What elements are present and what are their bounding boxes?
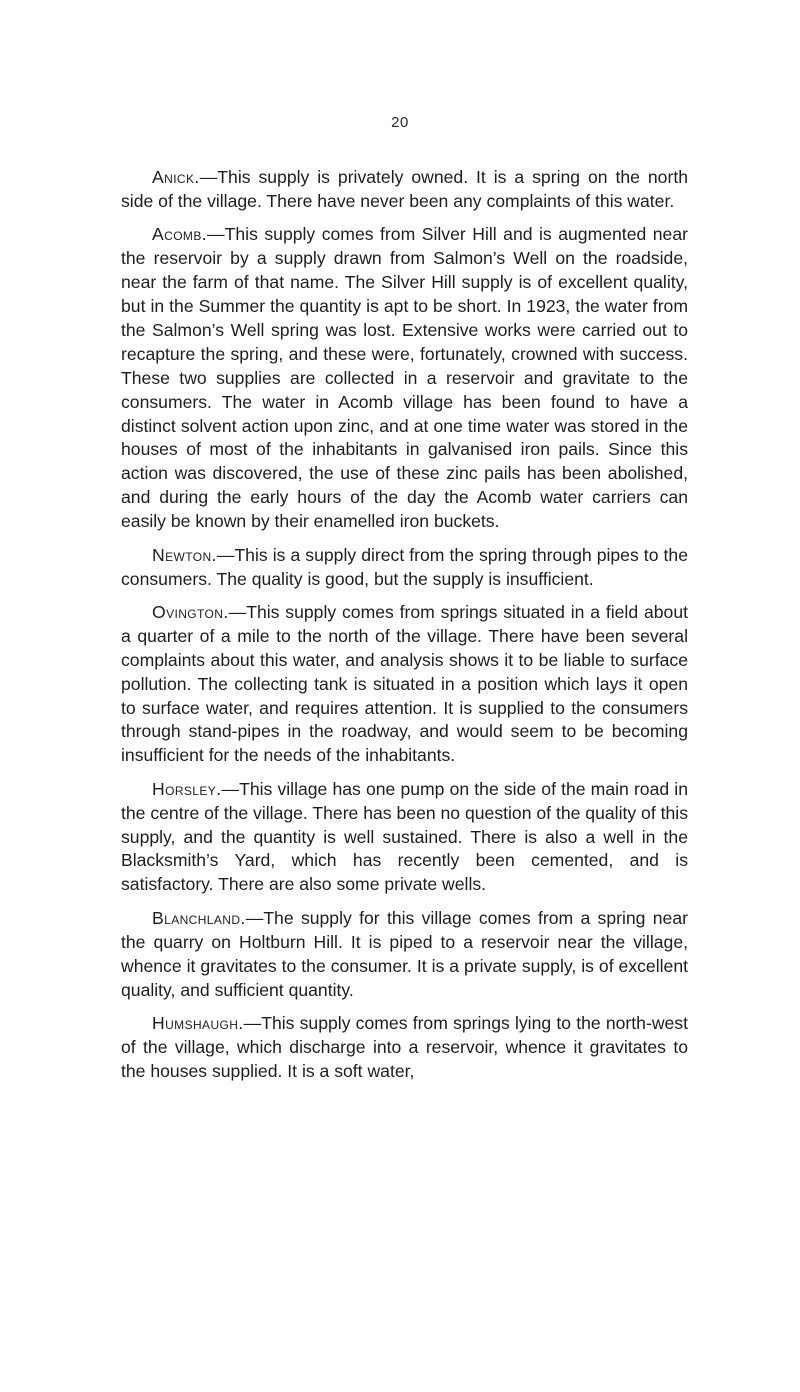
report-body-text (121, 166, 688, 1093)
village-name: Horsley. (152, 778, 222, 799)
paragraph-text: —This is a supply direct from the spring through pipes to the consumers. The quality is good, but the supply is insufficient. (121, 544, 688, 589)
village-name: Humshaugh. (152, 1012, 244, 1033)
paragraph-newton (121, 544, 688, 592)
village-name: Newton. (152, 544, 217, 565)
village-name: Blanchland. (152, 907, 246, 928)
paragraph-anick (121, 166, 688, 214)
paragraph-text: —This supply comes from Silver Hill and is augmented near the reservoir by a supply drawn from Salmon’s Well on the roadside, near the farm of that name. The Silver Hill supply is of excellent quality, but in the Summer the quantity is apt to be short. In 1923, the water from the Salmon’s Well spring was lost. Extensive works were carried out to recapture the spring, and these were, fortunately, crowned with success. These two supplies are collected in a reservoir and gravitate to the consumers. The water in Acomb village has been found to have a distinct solvent action upon zinc, and at one time water was stored in the houses of most of the inhabitants in galvanised iron pails. Since this action was discovered, the use of these zinc pails has been abolished, and during the early hours of the day the Acomb water carriers can easily be known by their enamelled iron buckets. (121, 224, 688, 532)
village-name: Ovington. (152, 601, 229, 622)
paragraph-humshaugh (121, 1012, 688, 1084)
paragraph-text: —This village has one pump on the side of the main road in the centre of the village. There has been no question of the quality of this supply, and the quantity is well sustained. There is also a well in the Blacksmith’s Yard, which has recently been cemented, and is satisfactory. There are also some private wells. (121, 778, 688, 895)
paragraph-text: —This supply comes from springs situated in a field about a quarter of a mile to the north of the village. There have been several complaints about this water, and analysis shows it to be liable to surface pollution. The collecting tank is situated in a position which lays it open to surface water, and requires attention. It is supplied to the consumers through stand-pipes in the roadway, and would seem to be becoming insufficient for the needs of the inhabitants. (121, 601, 688, 766)
village-name: Acomb. (152, 224, 208, 245)
paragraph-ovington (121, 601, 688, 768)
paragraph-acomb (121, 223, 688, 534)
paragraph-text: —The supply for this village comes from a spring near the quarry on Holtburn Hill. It is piped to a reservoir near the village, whence it gravitates to the consumer. It is a private supply, is of excellent quality, and sufficient quantity. (121, 907, 688, 1000)
paragraph-blanchland (121, 907, 688, 1003)
paragraph-text: —This supply comes from springs lying to the north-west of the village, which discharge into a reservoir, whence it gravitates to the houses supplied. It is a soft water, (121, 1012, 688, 1081)
paragraph-text: —This supply is privately owned. It is a spring on the north side of the village. There have never been any complaints of this water. (121, 167, 688, 211)
paragraph-horsley (121, 778, 688, 898)
village-name: Anick. (152, 167, 200, 187)
page-number: 20 (391, 114, 409, 131)
